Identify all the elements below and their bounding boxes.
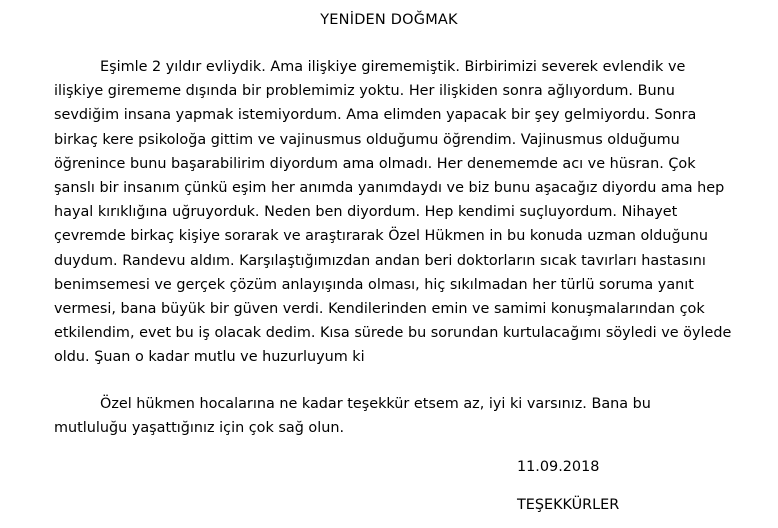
paragraph-line: oldu. Şuan o kadar mutlu ve huzurluyum ki (54, 349, 365, 366)
paragraph-line: benimsemesi ve gerçek çözüm anlayışında olması, hiç sıkılmadan her türlü soruma yanıt (54, 276, 694, 293)
testimonial-paragraph (54, 55, 744, 370)
paragraph-line: duydum. Randevu aldım. Karşılaştığımızdan andan beri doktorların sıcak tavırları hastasını (54, 252, 706, 269)
closing-text: TEŞEKKÜRLER (517, 497, 620, 513)
paragraph-line: Özel hükmen hocalarına ne kadar teşekkür etsem az, iyi ki varsınız. Bana bu (100, 396, 651, 412)
paragraph-line: Eşimle 2 yıldır evliydik. Ama ilişkiye girememiştik. Birbirimizi severek evlendik ve (100, 59, 686, 75)
thanks-paragraph (54, 392, 744, 440)
paragraph-line: mutluluğu yaşattığınız için çok sağ olun. (54, 420, 345, 437)
paragraph-line: öğrenince bunu başarabilirim diyordum ama olmadı. Her denememde acı ve hüsran. Çok (54, 155, 696, 172)
paragraph-line: sevdiğim insana yapmak istemiyordum. Ama elimden yapacak bir şey gelmiyordu. Sonra (54, 107, 697, 124)
paragraph-line: birkaç kere psikoloğa gittim ve vajinusmus olduğumu öğrendim. Vajinusmus olduğumu (54, 131, 680, 148)
paragraph-line: hayal kırıklığına uğruyorduk. Neden ben diyordum. Hep kendimi suçluyordum. Nihayet (54, 204, 678, 221)
paragraph-line: çevremde birkaç kişiye sorarak ve araştırarak Özel Hükmen in bu konuda uzman olduğunu (54, 228, 709, 245)
paragraph-line: ilişkiye girememe dışında bir problemimiz yoktu. Her ilişkiden sonra ağlıyordum. Bunu (54, 83, 675, 100)
paragraph-line: etkilendim, evet bu iş olacak dedim. Kısa sürede bu sorundan kurtulacağımı söyledi ve öylede (54, 325, 732, 342)
paragraph-line: şanslı bir insanım çünkü eşim her anımda yanımdaydı ve biz bunu aşacağız diyordu ama hep (54, 180, 725, 197)
document-title: YENİDEN DOĞMAK (320, 12, 458, 28)
document-date: 11.09.2018 (517, 459, 600, 475)
paragraph-line: vermesi, bana büyük bir güven verdi. Kendilerinden emin ve samimi konuşmalarından çok (54, 301, 705, 318)
